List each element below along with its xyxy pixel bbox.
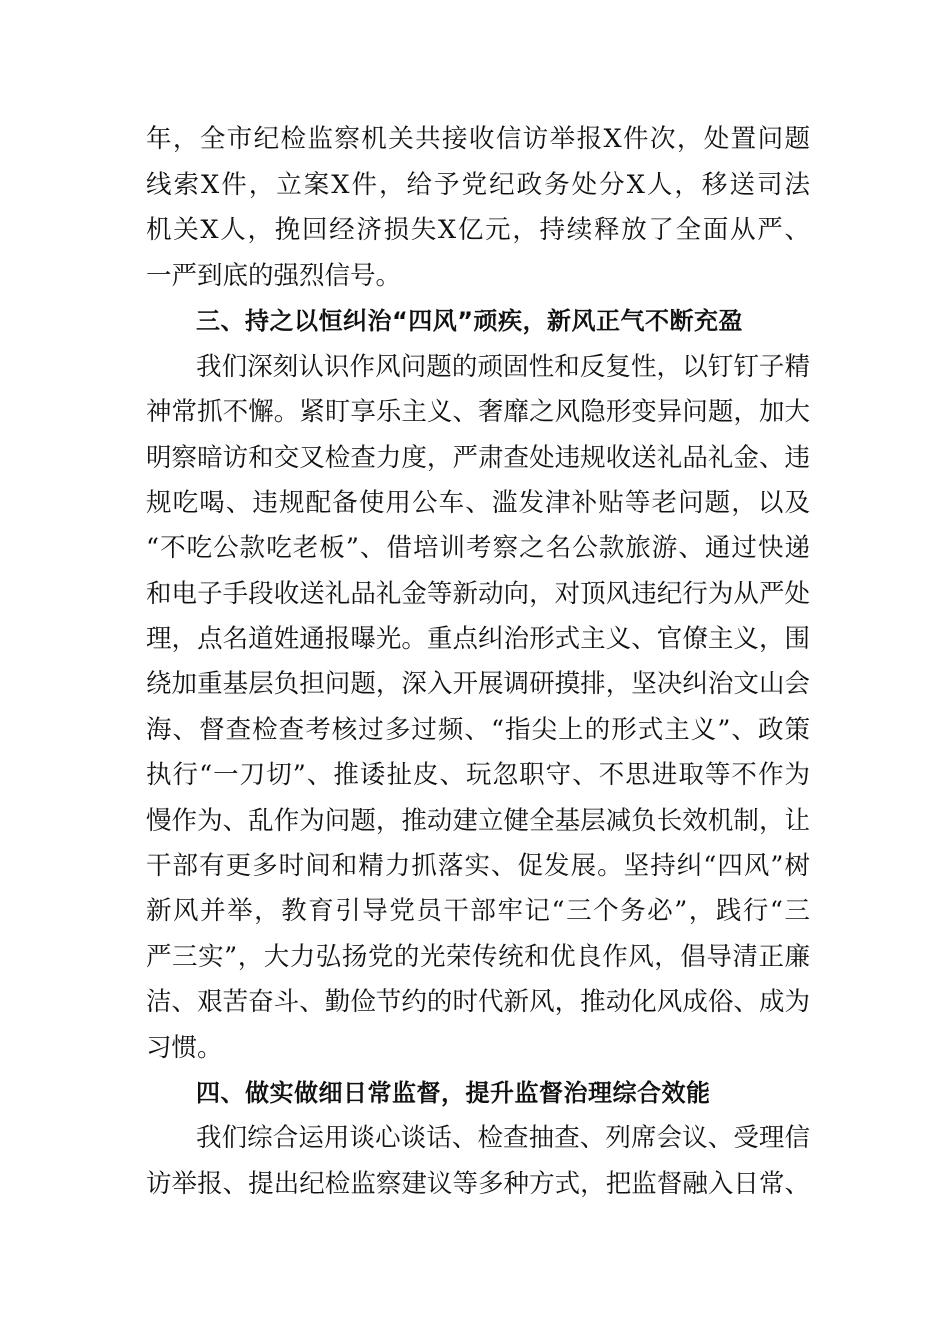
paragraph-line: 干部有更多时间和精力抓落实、促发展。坚持纠“四风”树 [146,851,810,881]
paragraph-line: 海、督查检查考核过多过频、“指尖上的形式主义”、政策 [146,715,810,745]
paragraph-line: 理，点名道姓通报曝光。重点纠治形式主义、官僚主义，围 [146,624,810,654]
paragraph-line: 机关X人，挽回经济损失X亿元，持续释放了全面从严、 [146,215,810,245]
paragraph-line: 洁、艰苦奋斗、勤俭节约的时代新风，推动化风成俗、成为 [146,987,810,1017]
paragraph-line: “不吃公款吃老板”、借培训考察之名公款旅游、通过快递 [146,533,810,563]
section-heading-4: 四、做实做细日常监督，提升监督治理综合效能 [196,1079,711,1107]
paragraph-line: 执行“一刀切”、推诿扯皮、玩忽职守、不思进取等不作为 [146,760,810,790]
paragraph-line: 年，全市纪检监察机关共接收信访举报X件次，处置问题 [146,124,810,154]
paragraph-line: 访举报、提出纪检监察建议等多种方式，把监督融入日常、 [146,1169,810,1199]
paragraph-line: 我们深刻认识作风问题的顽固性和反复性，以钉钉子精 [196,352,810,382]
paragraph-line: 慢作为、乱作为问题，推动建立健全基层减负长效机制，让 [146,806,810,836]
paragraph-line: 新风并举，教育引导党员干部牢记“三个务必”，践行“三 [146,896,810,926]
paragraph-line: 一严到底的强烈信号。 [146,261,402,291]
paragraph-line: 我们综合运用谈心谈话、检查抽查、列席会议、受理信 [196,1123,810,1153]
paragraph-line: 明察暗访和交叉检查力度，严肃查处违规收送礼品礼金、违 [146,443,810,473]
paragraph-line: 规吃喝、违规配备使用公车、滥发津补贴等老问题，以及 [146,488,810,518]
paragraph-line: 线索X件，立案X件，给予党纪政务处分X人，移送司法 [146,170,810,200]
paragraph-line: 习惯。 [146,1033,223,1063]
paragraph-line: 和电子手段收送礼品礼金等新动向，对顶风违纪行为从严处 [146,579,810,609]
section-heading-3: 三、持之以恒纠治“四风”顽疾，新风正气不断充盈 [196,307,744,335]
paragraph-line: 严三实”，大力弘扬党的光荣传统和优良作风，倡导清正廉 [146,942,810,972]
paragraph-line: 绕加重基层负担问题，深入开展调研摸排，坚决纠治文山会 [146,669,810,699]
paragraph-line: 神常抓不懈。紧盯享乐主义、奢靡之风隐形变异问题，加大 [146,397,810,427]
